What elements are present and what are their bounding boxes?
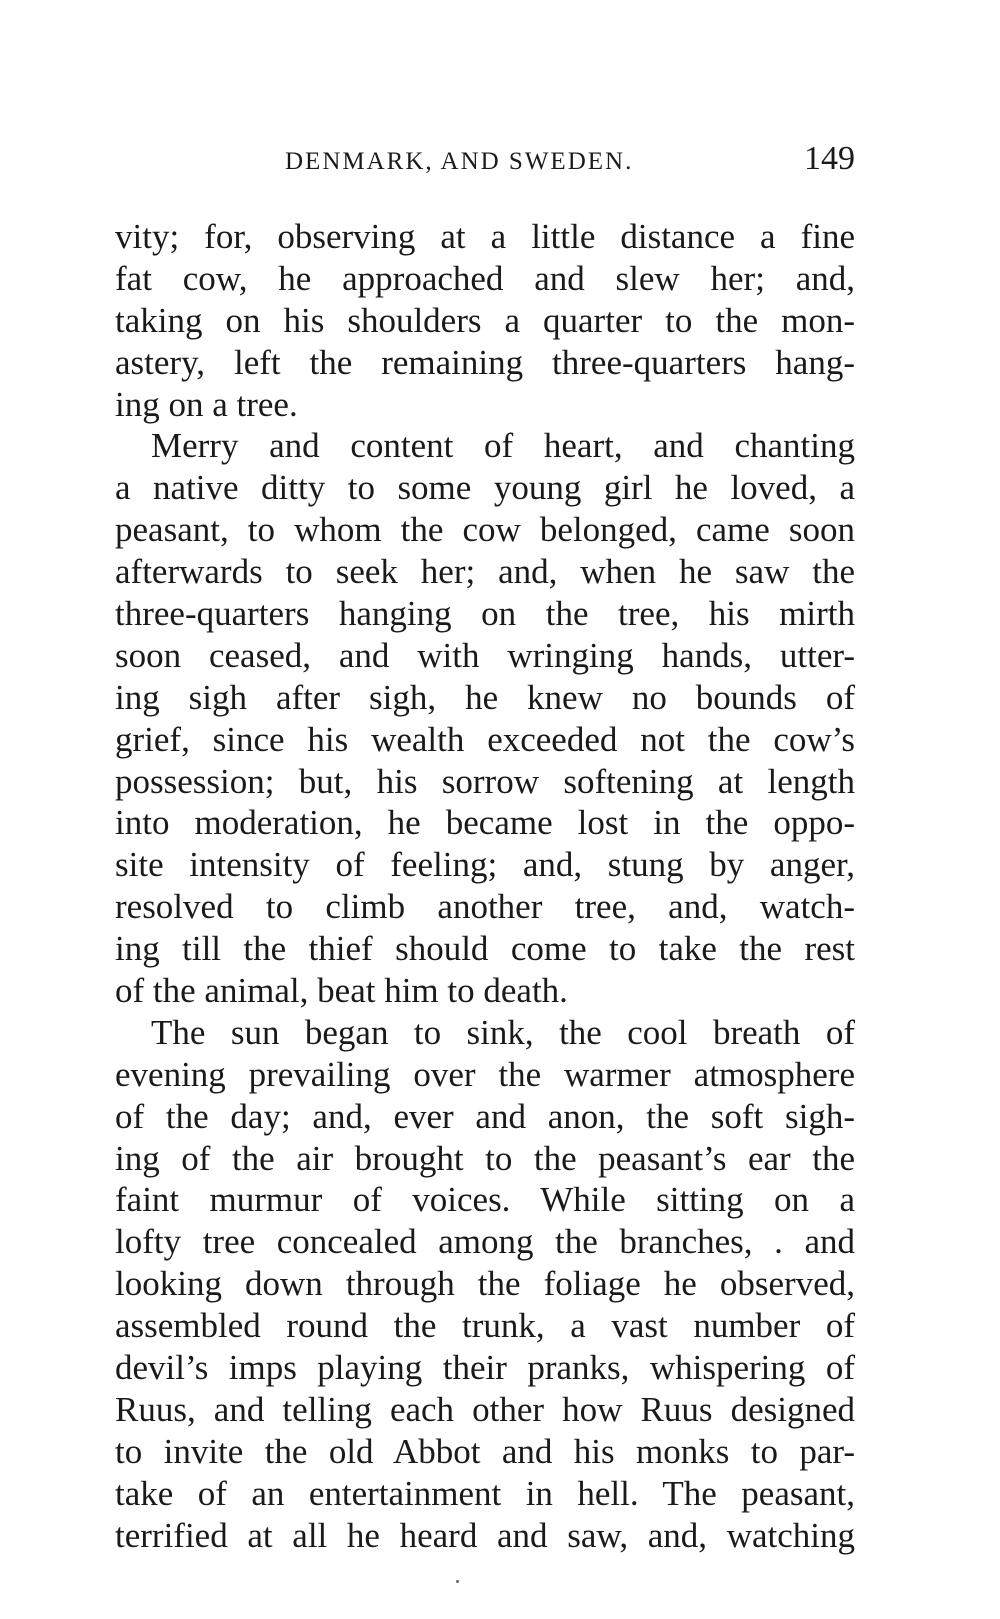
text-line: faint murmur of voices. While sitting on a	[115, 1180, 855, 1220]
text-line: soon ceased, and with wringing hands, utter-	[115, 635, 855, 675]
text-line: resolved to climb another tree, and, watch-	[115, 887, 855, 927]
text-line: ing sigh after sigh, he knew no bounds of	[115, 677, 855, 717]
running-title: DENMARK, AND SWEDEN.	[285, 148, 634, 175]
text-line: terrified at all he heard and saw, and, watching	[115, 1515, 855, 1555]
text-line: assembled round the trunk, a vast number of	[115, 1306, 855, 1346]
text-line: fat cow, he approached and slew her; and,	[115, 258, 855, 298]
text-line: taking on his shoulders a quarter to the mon-	[115, 300, 855, 340]
text-line: grief, since his wealth exceeded not the cow’s	[115, 719, 855, 759]
text-line: Ruus, and telling each other how Ruus designed	[115, 1389, 855, 1429]
text-line: astery, left the remaining three-quarters hang-	[115, 342, 855, 382]
text-line: looking down through the foliage he observed,	[115, 1264, 855, 1304]
text-line: into moderation, he became lost in the oppo-	[115, 803, 855, 843]
page-number: 149	[804, 140, 855, 177]
text-line: of the animal, beat him to death.	[115, 971, 568, 1011]
running-head	[115, 140, 855, 180]
text-line: lofty tree concealed among the branches, . and	[115, 1222, 855, 1262]
text-line: ing of the air brought to the peasant’s ear the	[115, 1138, 855, 1178]
text-line: The sun began to sink, the cool breath of	[151, 1012, 855, 1052]
text-line: devil’s imps playing their pranks, whispering of	[115, 1348, 855, 1388]
text-line: afterwards to seek her; and, when he saw the	[115, 552, 855, 592]
text-line: possession; but, his sorrow softening at length	[115, 761, 855, 801]
text-line: take of an entertainment in hell. The peasant,	[115, 1473, 855, 1513]
text-line: a native ditty to some young girl he loved, a	[115, 468, 855, 508]
text-line: three-quarters hanging on the tree, his mirth	[115, 594, 855, 634]
text-line: peasant, to whom the cow belonged, came soon	[115, 510, 855, 550]
text-line: Merry and content of heart, and chanting	[151, 426, 855, 466]
text-line: to invite the old Abbot and his monks to par-	[115, 1431, 855, 1471]
text-line: site intensity of feeling; and, stung by anger,	[115, 845, 855, 885]
text-line: ing on a tree.	[115, 384, 298, 424]
text-line: evening prevailing over the warmer atmosphere	[115, 1054, 855, 1094]
text-line: of the day; and, ever and anon, the soft sigh-	[115, 1096, 855, 1136]
text-line: vity; for, observing at a little distance a fine	[115, 217, 855, 256]
body-text	[115, 216, 855, 1557]
paper-speck	[456, 1580, 459, 1583]
text-line: ing till the thief should come to take the rest	[115, 929, 855, 969]
